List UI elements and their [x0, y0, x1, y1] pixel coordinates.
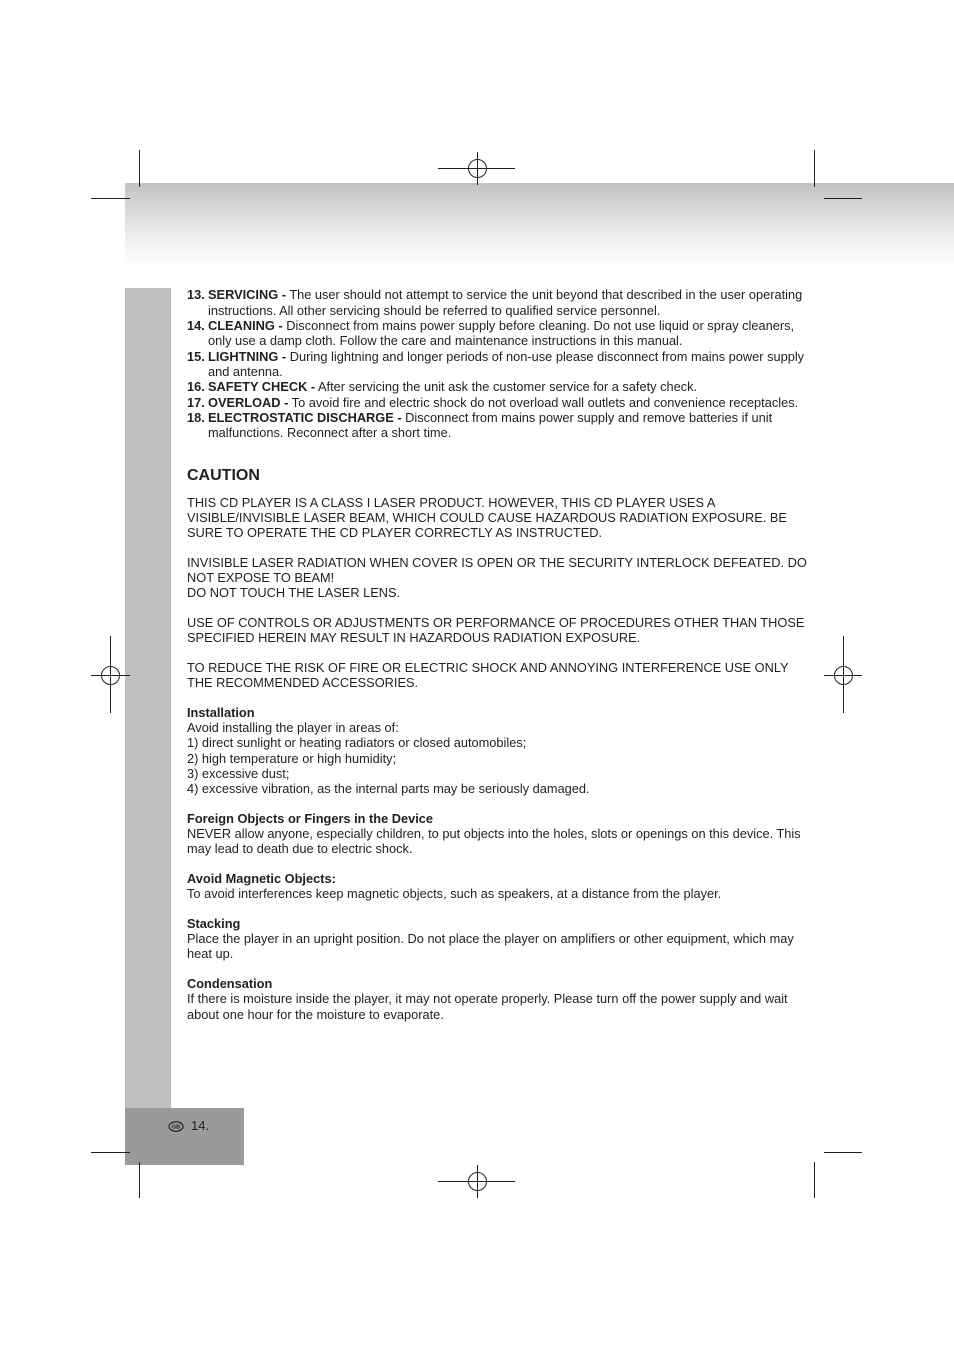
- item-text: During lightning and longer periods of non-use please disconnect from mains power supply: [289, 348, 805, 364]
- item-number: 15.: [187, 348, 205, 364]
- section-heading: Installation: [187, 705, 255, 721]
- safety-item-lightning: [187, 349, 804, 380]
- item-line: malfunctions. Reconnect after a short time.: [208, 425, 452, 441]
- paragraph-line: THIS CD PLAYER IS A CLASS I LASER PRODUCT. HOWEVER, THIS CD PLAYER USES A: [187, 494, 716, 510]
- safety-item-safety-check: [187, 379, 804, 394]
- paragraph-line: 4) excessive vibration, as the internal parts may be seriously damaged.: [187, 780, 590, 796]
- item-number: 14.: [187, 318, 205, 334]
- paragraph-line: NEVER allow anyone, especially children, to put objects into the holes, slots or openings on this device. This: [187, 825, 801, 841]
- item-number: 17.: [187, 394, 205, 410]
- paragraph-line: USE OF CONTROLS OR ADJUSTMENTS OR PERFORMANCE OF PROCEDURES OTHER THAN THOSE: [187, 614, 805, 630]
- paragraph-line: 1) direct sunlight or heating radiators or closed automobiles;: [187, 735, 527, 751]
- paragraph-line: heat up.: [187, 946, 234, 962]
- item-line: [208, 318, 804, 333]
- item-label: SERVICING -: [208, 287, 286, 303]
- section-foreign-objects: [187, 811, 807, 856]
- paragraph-line: SURE TO OPERATE THE CD PLAYER CORRECTLY AS INSTRUCTED.: [187, 524, 603, 540]
- item-number: 18.: [187, 410, 205, 426]
- paragraph-line: may lead to death due to electric shock.: [187, 840, 413, 856]
- item-text: After servicing the unit ask the customer service for a safety check.: [317, 379, 698, 395]
- item-label: OVERLOAD -: [208, 394, 289, 410]
- page-number-tab: [125, 1108, 244, 1165]
- item-line: [208, 349, 804, 364]
- registration-mark-bottom: [438, 1165, 515, 1198]
- section-heading: Stacking: [187, 916, 241, 932]
- paragraph-line: INVISIBLE LASER RADIATION WHEN COVER IS OPEN OR THE SECURITY INTERLOCK DEFEATED. DO: [187, 554, 807, 570]
- section-stacking: [187, 916, 807, 961]
- safety-instructions-list: [187, 287, 804, 440]
- section-heading: Condensation: [187, 976, 273, 992]
- section-magnetic-objects: [187, 871, 807, 901]
- safety-item-servicing: [187, 287, 804, 318]
- item-text: The user should not attempt to service the unit beyond that described in the user operating: [289, 287, 803, 303]
- sidebar-strip: [125, 288, 171, 1108]
- section-heading: Avoid Magnetic Objects:: [187, 870, 336, 886]
- caution-paragraph: [187, 495, 807, 540]
- paragraph-line: 3) excessive dust;: [187, 765, 290, 781]
- paragraph-line: THE RECOMMENDED ACCESSORIES.: [187, 675, 419, 691]
- paragraph-line: 2) high temperature or high humidity;: [187, 750, 397, 766]
- caution-and-care-text: [187, 495, 807, 1037]
- item-line: [208, 395, 804, 410]
- item-line: [208, 410, 804, 425]
- paragraph-line: SPECIFIED HEREIN MAY RESULT IN HAZARDOUS RADIATION EXPOSURE.: [187, 630, 641, 646]
- section-installation: [187, 705, 807, 795]
- item-line: instructions. All other servicing should be referred to qualified service personnel.: [208, 302, 661, 318]
- registration-circle: [835, 667, 853, 685]
- item-number: 13.: [187, 287, 205, 303]
- registration-mark-top: [438, 152, 515, 185]
- item-label: ELECTROSTATIC DISCHARGE -: [208, 410, 402, 426]
- item-number: 16.: [187, 379, 205, 395]
- crop-mark-bottom-right: [815, 1153, 863, 1199]
- safety-item-cleaning: [187, 318, 804, 349]
- item-text: To avoid fire and electric shock do not overload wall outlets and convenience receptacles.: [291, 394, 799, 410]
- paragraph-line: Place the player in an upright position. Do not place the player on amplifiers or other equipment, which may: [187, 931, 794, 947]
- item-label: SAFETY CHECK -: [208, 379, 316, 395]
- item-text: Disconnect from mains power supply and remove batteries if unit: [405, 410, 773, 426]
- paragraph-line: about one hour for the moisture to evaporate.: [187, 1006, 444, 1022]
- paragraph-line: DO NOT TOUCH THE LASER LENS.: [187, 584, 401, 600]
- safety-item-overload: [187, 395, 804, 410]
- section-condensation: [187, 976, 807, 1021]
- paragraph-line: NOT EXPOSE TO BEAM!: [187, 569, 335, 585]
- item-text: Disconnect from mains power supply before cleaning. Do not use liquid or spray cleaners,: [286, 318, 795, 334]
- item-label: LIGHTNING -: [208, 348, 287, 364]
- header-gradient-band: [125, 183, 954, 266]
- safety-item-electrostatic-discharge: [187, 410, 804, 441]
- caution-heading: CAUTION: [187, 467, 260, 484]
- caution-paragraph: [187, 555, 807, 600]
- registration-circle: [469, 1173, 487, 1191]
- item-line: only use a damp cloth. Follow the care and maintenance instructions in this manual.: [208, 333, 683, 349]
- registration-circle: [469, 160, 487, 178]
- item-line: [208, 287, 804, 302]
- paragraph-line: To avoid interferences keep magnetic objects, such as speakers, at a distance from the player.: [187, 886, 722, 902]
- language-badge-text: GB: [171, 1124, 181, 1131]
- registration-mark-right: [824, 636, 862, 713]
- paragraph-line: TO REDUCE THE RISK OF FIRE OR ELECTRIC SHOCK AND ANNOYING INTERFERENCE USE ONLY: [187, 660, 789, 676]
- paragraph-line: If there is moisture inside the player, it may not operate properly. Please turn off the power supply and wait: [187, 991, 788, 1007]
- section-heading: Foreign Objects or Fingers in the Device: [187, 810, 434, 826]
- registration-circle: [102, 667, 120, 685]
- caution-paragraph: [187, 660, 807, 690]
- page-number: 14.: [191, 1118, 210, 1133]
- item-line: [208, 379, 804, 394]
- paragraph-line: VISIBLE/INVISIBLE LASER BEAM, WHICH COULD CAUSE HAZARDOUS RADIATION EXPOSURE. BE: [187, 509, 787, 525]
- caution-paragraph: [187, 615, 807, 645]
- paragraph-line: Avoid installing the player in areas of:: [187, 720, 399, 736]
- item-label: CLEANING -: [208, 318, 283, 334]
- item-line: and antenna.: [208, 364, 283, 380]
- gb-language-icon: [168, 1121, 184, 1132]
